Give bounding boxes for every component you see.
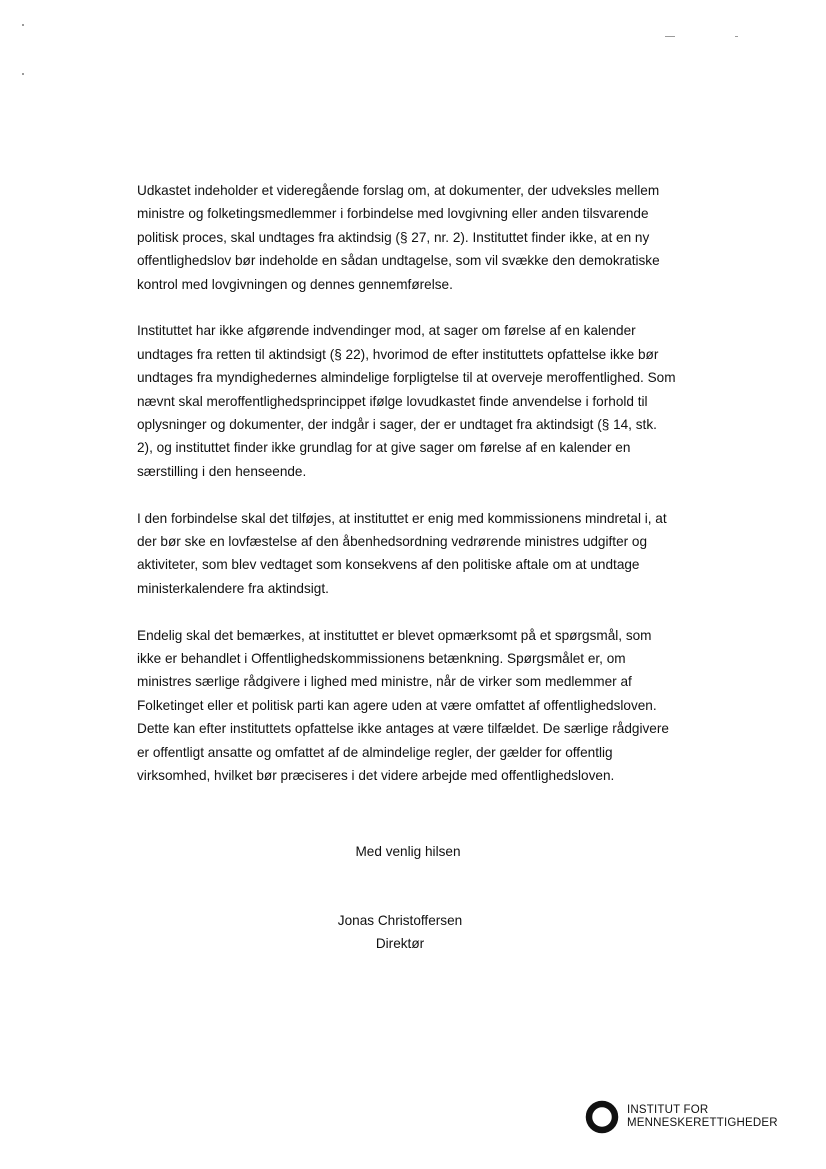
text-line: er offentligt ansatte og omfattet af de almindelige regler, der gælder for offentlig: [137, 744, 613, 760]
text-line: nævnt skal meroffentlighedsprincippet ifølge lovudkastet finde anvendelse i forhold til: [137, 393, 648, 409]
scan-speck: [22, 73, 24, 75]
text-line: aktiviteter, som blev vedtaget som konsekvens af den politiske aftale om at undtage: [137, 557, 640, 573]
text-line: undtages fra retten til aktindsigt (§ 22), hvorimod de efter instituttets opfattelse ikke bør: [137, 346, 659, 362]
text-line: ministre og folketingsmedlemmer i forbindelse med lovgivning eller anden tilsvarende: [137, 206, 649, 222]
letter-body: [137, 179, 697, 811]
paragraph-3: [137, 507, 697, 601]
logo-line-1: INSTITUT FOR: [627, 1103, 709, 1116]
text-line: kontrol med lovgivningen og dennes gennemførelse.: [137, 276, 453, 292]
paragraph-1: [137, 179, 697, 296]
text-line: særstilling i den henseende.: [137, 463, 307, 479]
text-line: virksomhed, hvilket bør præciseres i det videre arbejde med offentlighedsloven.: [137, 768, 615, 784]
ring-logo-icon: [585, 1100, 619, 1134]
text-line: 2), og instituttet finder ikke grundlag for at give sager om førelse af en kalender en: [137, 440, 631, 456]
logo-wordmark: [627, 1104, 778, 1131]
text-line: Folketinget eller et politisk parti kan agere uden at være omfattet af offentlighedsloven.: [137, 697, 657, 713]
text-line: der bør ske en lovfæstelse af den åbenhedsordning vedrørende ministres udgifter og: [137, 534, 648, 550]
text-line: Udkastet indeholder et videregående forslag om, at dokumenter, der udveksles mellem: [137, 183, 660, 198]
institution-logo: [585, 1100, 778, 1134]
text-line: Endelig skal det bemærkes, at instituttet er blevet opmærksomt på et spørgsmål, som: [137, 627, 652, 643]
text-line: oplysninger og dokumenter, der indgår i sager, der er undtaget fra aktindsigt (§ 14, stk.: [137, 417, 657, 433]
text-line: I den forbindelse skal det tilføjes, at instituttet er enig med kommissionens mindretal i, at: [137, 510, 667, 526]
logo-line-2: MENNESKERETTIGHEDER: [627, 1117, 778, 1129]
paragraph-4: [137, 624, 697, 788]
text-line: Dette kan efter instituttets opfattelse ikke antages at være tilfældet. De særlige rådgivere: [137, 721, 669, 737]
text-line: politisk proces, skal undtages fra aktindsig (§ 27, nr. 2). Instituttet finder ikke, at en ny: [137, 229, 650, 245]
scan-speck: [22, 24, 24, 26]
scan-speck: [665, 36, 675, 37]
text-line: ikke er behandlet i Offentlighedskommissionens betænkning. Spørgsmålet er, om: [137, 651, 626, 667]
text-line: Instituttet har ikke afgørende indvendinger mod, at sager om førelse af en kalender: [137, 323, 636, 339]
text-line: ministres særlige rådgivere i lighed med ministre, når de virker som medlemmer af: [137, 674, 632, 690]
text-line: ministerkalendere fra aktindsigt.: [137, 580, 329, 596]
signer-name: Jonas Christoffersen: [337, 913, 463, 928]
closing-greeting: Med venlig hilsen: [355, 844, 461, 859]
signer-title: Direktør: [375, 936, 425, 951]
text-line: undtages fra myndighedernes almindelige forpligtelse til at overveje meroffentlighed. Som: [137, 370, 676, 386]
text-line: offentlighedslov bør indeholde en sådan undtagelse, som vil svække den demokratiske: [137, 253, 660, 269]
scan-speck: [735, 36, 738, 37]
paragraph-2: [137, 319, 697, 483]
